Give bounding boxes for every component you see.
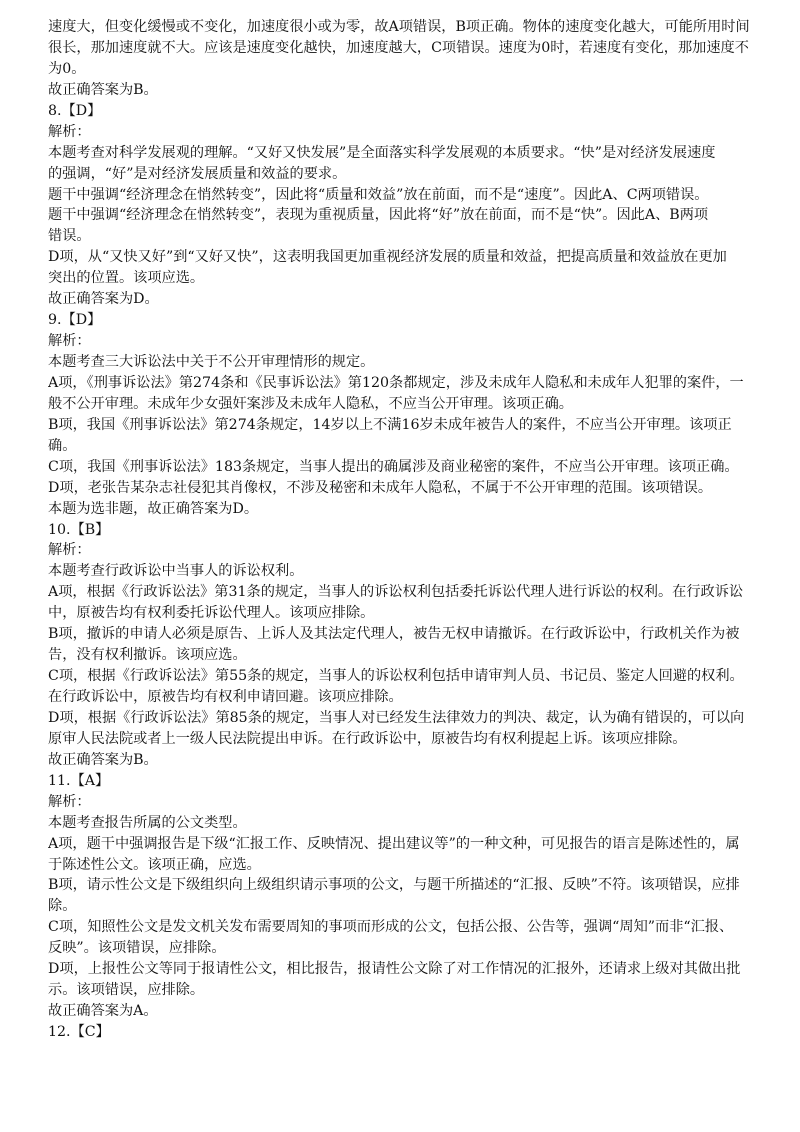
text-line: D项，上报性公文等同于报请性公文，相比报告，报请性公文除了对工作情况的汇报外，还请求上级对其做出批 <box>48 961 741 978</box>
question-number: 11.【A】 <box>48 772 110 789</box>
question-number: 10.【B】 <box>48 521 110 538</box>
text-line: 的强调，“好”是对经济发展质量和效益的要求。 <box>48 165 347 182</box>
text-line: 示。该项错误，应排除。 <box>48 982 205 999</box>
answer-line: 故正确答案为B。 <box>48 751 158 768</box>
text-line: 为0。 <box>48 60 86 77</box>
text-line: 本题考查三大诉讼法中关于不公开审理情形的规定。 <box>48 354 375 370</box>
text-line: C项，根据《行政诉讼法》第55条的规定，当事人的诉讼权利包括申请审判人员、书记员、鉴定人回避的权利。 <box>48 668 744 685</box>
text-line: D项，老张告某杂志社侵犯其肖像权，不涉及秘密和未成年人隐私，不属于不公开审理的范围。该项错误。 <box>48 479 713 496</box>
text-line: B项，请示性公文是下级组织向上级组织请示事项的公文，与题干所描述的“汇报、反映”不符。该项错误，应排 <box>48 877 740 894</box>
text-line: 速度大，但变化缓慢或不变化，加速度很小或为零，故A项错误，B项正确。物体的速度变化越大，可能所用时间 <box>48 19 750 35</box>
question-number: 9.【D】 <box>48 312 102 329</box>
text-line: 题干中强调“经济理念在悄然转变”，因此将“质量和效益”放在前面，而不是“速度”。因此A、C两项错误。 <box>48 186 709 203</box>
text-line: D项，根据《行政诉讼法》第85条的规定，当事人对已经发生法律效力的判决、裁定，认为确有错误的，可以向 <box>48 709 745 726</box>
text-line: 于陈述性公文。该项正确，应选。 <box>48 856 261 873</box>
text-line: 突出的位置。该项应选。 <box>48 270 205 287</box>
analysis-label: 解析： <box>48 793 91 810</box>
answer-line: 本题为选非题，故正确答案为D。 <box>48 500 259 517</box>
text-line: 中，原被告均有权利委托诉讼代理人。该项应排除。 <box>48 605 375 622</box>
text-line: 很长，那加速度就不大。应该是速度变化越快，加速度越大，C项错误。速度为0时，若速度有变化，那加速度不 <box>48 39 749 56</box>
answer-line: 故正确答案为B。 <box>48 81 158 98</box>
text-line: 本题考查对科学发展观的理解。“又好又快发展”是全面落实科学发展观的本质要求。“快”是对经济发展速度 <box>48 144 716 161</box>
analysis-label: 解析： <box>48 542 91 559</box>
text-line: 告，没有权利撤诉。该项应选。 <box>48 647 247 664</box>
text-line: 原审人民法院或者上一级人民法院提出申诉。在行政诉讼中，原被告均有权利提起上诉。该项应排除。 <box>48 730 687 747</box>
answer-line: 故正确答案为A。 <box>48 1003 158 1020</box>
text-line: 在行政诉讼中，原被告均有权利申请回避。该项应排除。 <box>48 689 403 705</box>
text-line: 确。 <box>48 437 77 454</box>
text-line: 本题考查行政诉讼中当事人的诉讼权利。 <box>48 563 304 580</box>
text-line: 本题考查报告所属的公文类型。 <box>48 814 247 831</box>
text-line: A项，题干中强调报告是下级“汇报工作、反映情况、提出建议等”的一种文种，可见报告的语言是陈述性的，属 <box>48 835 740 852</box>
text-line: 错误。 <box>48 228 91 245</box>
text-line: A项，《刑事诉讼法》第274条和《民事诉讼法》第120条都规定，涉及未成年人隐私和未成年人犯罪的案件，一 <box>48 374 744 391</box>
text-line: C项，我国《刑事诉讼法》183条规定，当事人提出的确属涉及商业秘密的案件，不应当公开审理。该项正确。 <box>48 458 739 475</box>
text-line: B项，我国《刑事诉讼法》第274条规定，14岁以上不满16岁未成年被告人的案件，不应当公开审理。该项正 <box>48 416 732 433</box>
text-line: D项，从“又快又好”到“又好又快”，这表明我国更加重视经济发展的质量和效益，把提高质量和效益放在更加 <box>48 249 727 266</box>
text-line: 反映”。该项错误，应排除。 <box>48 940 226 957</box>
text-line: 题干中强调“经济理念在悄然转变”，表现为重视质量，因此将“好”放在前面，而不是“快”。因此A、B两项 <box>48 207 709 224</box>
question-number: 12.【C】 <box>48 1024 110 1040</box>
analysis-label: 解析： <box>48 333 91 350</box>
text-line: 般不公开审理。未成年少女强奸案涉及未成年人隐私，不应当公开审理。该项正确。 <box>48 395 573 412</box>
text-line: B项，撤诉的申请人必须是原告、上诉人及其法定代理人，被告无权申请撤诉。在行政诉讼中，行政机关作为被 <box>48 626 740 643</box>
text-line: A项，根据《行政诉讼法》第31条的规定，当事人的诉讼权利包括委托诉讼代理人进行诉讼的权利。在行政诉讼 <box>48 584 744 601</box>
text-line: C项，知照性公文是发文机关发布需要周知的事项而形成的公文，包括公报、公告等，强调“周知”而非“汇报、 <box>48 919 734 936</box>
analysis-label: 解析： <box>48 123 91 140</box>
text-line: 除。 <box>48 898 77 915</box>
question-number: 8.【D】 <box>48 102 102 119</box>
answer-line: 故正确答案为D。 <box>48 291 159 308</box>
